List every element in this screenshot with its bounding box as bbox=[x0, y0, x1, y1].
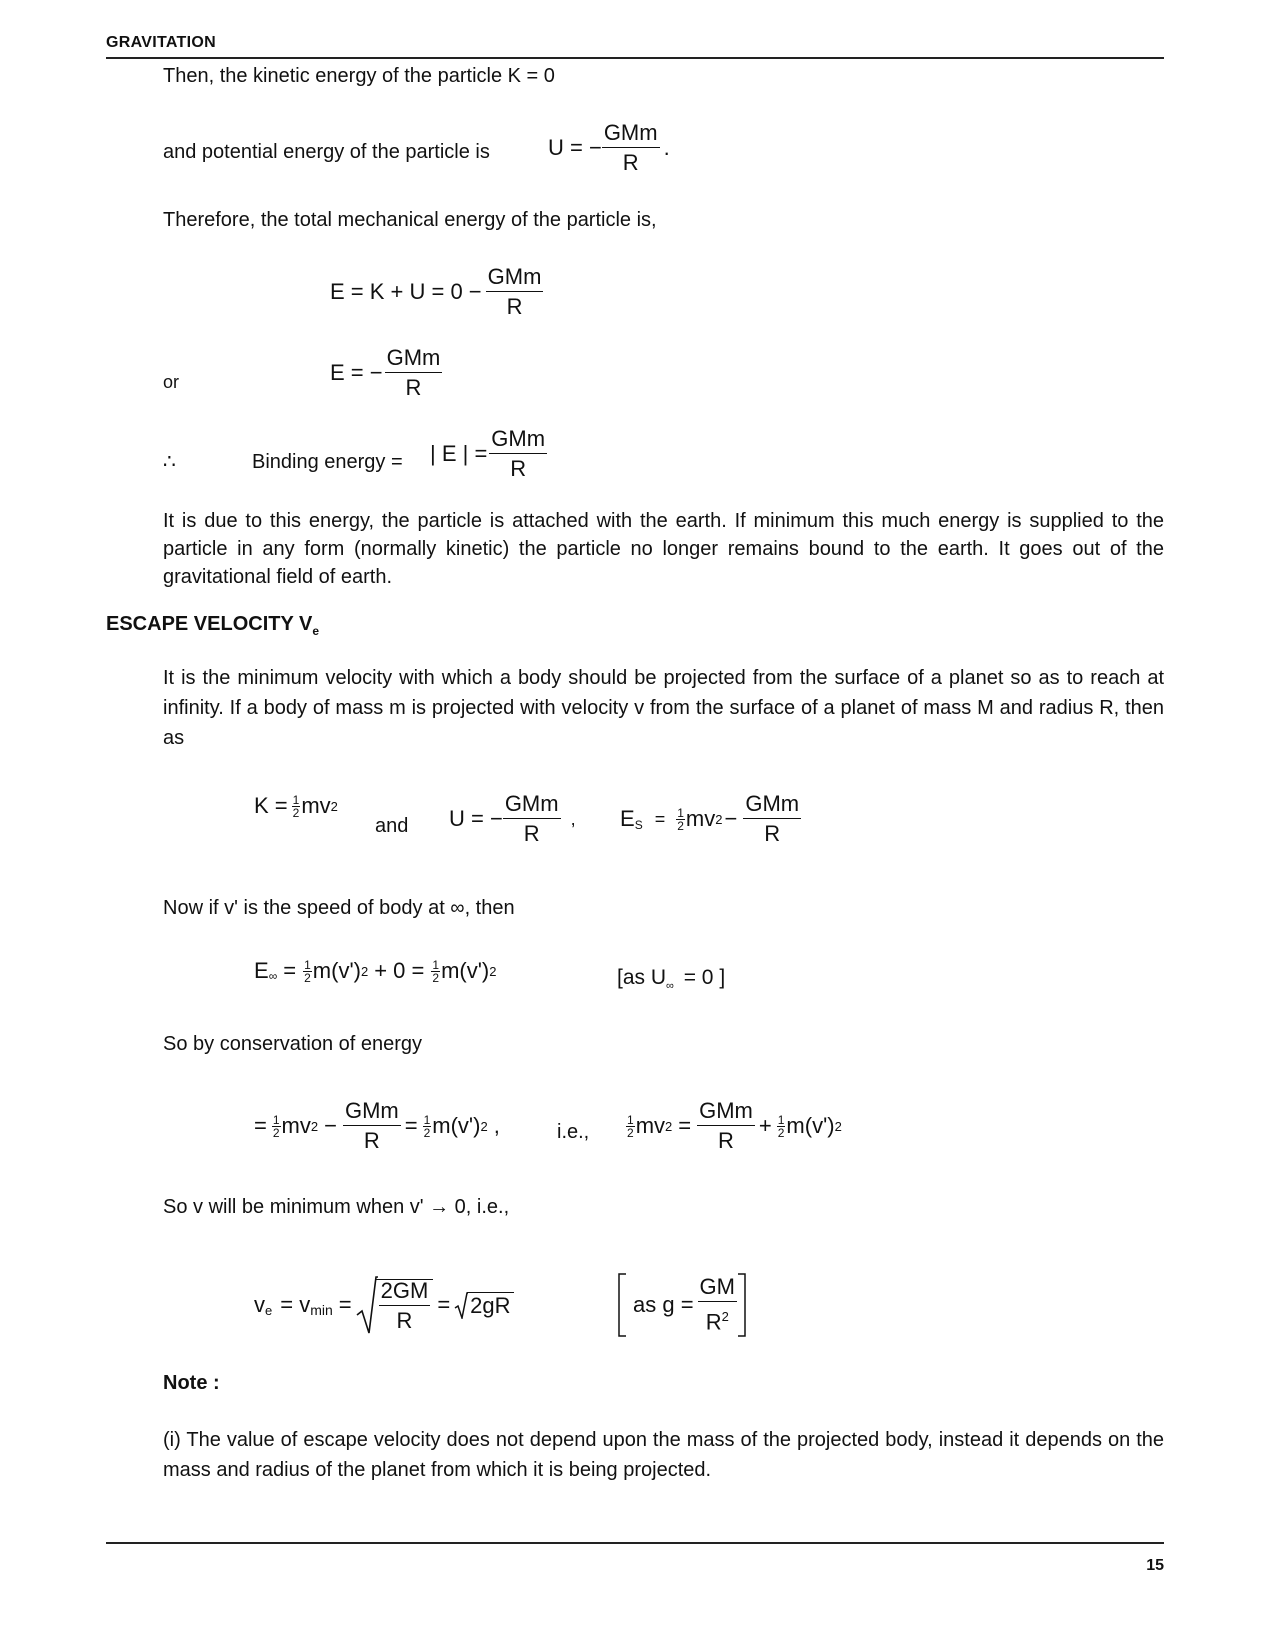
one-half-fraction bbox=[272, 1114, 281, 1139]
energy-at-infinity-formula bbox=[254, 958, 496, 984]
ve-symbol: v bbox=[254, 1292, 265, 1317]
mv-squared: mv bbox=[685, 806, 716, 831]
radical-sign-icon bbox=[356, 1275, 378, 1335]
one-half-fraction bbox=[292, 794, 301, 819]
u-equals: U = − bbox=[548, 135, 602, 160]
and-word: and bbox=[375, 815, 409, 837]
infinity-subscript: ∞ bbox=[268, 969, 278, 983]
minus-sign: − bbox=[324, 1113, 337, 1138]
half-denominator: 2 bbox=[304, 970, 311, 985]
half-denominator: 2 bbox=[432, 970, 440, 985]
potential-at-infinity-note bbox=[617, 968, 725, 996]
fraction-denominator: R bbox=[405, 375, 422, 400]
conservation-formula bbox=[254, 1100, 500, 1152]
running-header: GRAVITATION bbox=[106, 34, 216, 51]
half-numerator: 1 bbox=[292, 792, 300, 807]
fraction-denominator bbox=[706, 1302, 729, 1333]
fraction-numerator: 2GM bbox=[379, 1280, 431, 1306]
left-bracket-icon bbox=[617, 1273, 627, 1337]
half-numerator: 1 bbox=[423, 1112, 431, 1127]
fraction-numerator: GMm bbox=[486, 266, 544, 292]
escape-velocity-definition: It is the minimum velocity with which a body should be projected from the surface of a planet so as to reach at infinity. If a body of mass m is projected with velocity v from the surface of a planet of mass M and radius R, then as bbox=[163, 667, 1164, 749]
half-numerator: 1 bbox=[304, 957, 311, 972]
infinity-subscript: ∞ bbox=[666, 980, 674, 993]
equals-sign: = bbox=[437, 1292, 451, 1317]
therefore-symbol: ∴ bbox=[163, 451, 176, 473]
equals-zero-text: = 0 ] bbox=[683, 966, 726, 989]
es-subscript: S bbox=[634, 818, 643, 832]
u-equals: U = − bbox=[449, 806, 503, 831]
minimum-condition-line: So v will be minimum when v' → 0, i.e., bbox=[163, 1196, 510, 1218]
fraction-denominator: R bbox=[510, 456, 527, 481]
plus-sign: + bbox=[758, 1113, 772, 1138]
half-numerator: 1 bbox=[432, 957, 440, 972]
exponent: 2 bbox=[330, 798, 338, 814]
half-numerator: 1 bbox=[677, 805, 684, 820]
m-v-prime: m(v') bbox=[786, 1113, 835, 1138]
comma: , bbox=[570, 808, 576, 829]
half-numerator: 1 bbox=[627, 1112, 634, 1127]
gmm-over-r-fraction bbox=[697, 1100, 755, 1152]
note-item-1: (i) The value of escape velocity does not depend upon the mass of the projected body, instead it depends on the mass and radius of the planet from which it is being projected. bbox=[163, 1429, 1164, 1481]
radicand bbox=[376, 1279, 434, 1332]
e-equals-k-plus-u: E = K + U = 0 − bbox=[330, 279, 482, 304]
m-v-prime: m(v') bbox=[432, 1113, 481, 1138]
energy-negative-formula bbox=[330, 347, 442, 399]
exponent: 2 bbox=[834, 1118, 842, 1134]
mv-squared: mv bbox=[301, 793, 331, 818]
k-equals: K = bbox=[254, 793, 288, 818]
potential-energy-formula bbox=[548, 122, 670, 174]
equals-sign: = bbox=[654, 808, 666, 829]
m-v-prime: m(v') bbox=[312, 958, 361, 983]
one-half-fraction bbox=[431, 959, 440, 984]
e-inf-symbol: E bbox=[254, 958, 269, 983]
equals-sign: = bbox=[678, 1113, 692, 1138]
half-numerator: 1 bbox=[777, 1112, 785, 1127]
gmm-over-r-fraction bbox=[385, 347, 443, 399]
or-label: or bbox=[163, 372, 180, 392]
comma: , bbox=[493, 1113, 500, 1138]
fraction-numerator: GMm bbox=[385, 347, 443, 373]
vmin-subscript: min bbox=[310, 1302, 333, 1318]
2gm-over-r-fraction bbox=[379, 1277, 431, 1333]
one-half-fraction bbox=[676, 807, 685, 832]
fraction-numerator: GMm bbox=[743, 793, 801, 819]
equals-vmin: = v bbox=[280, 1292, 311, 1317]
fraction-denominator: R bbox=[523, 821, 540, 846]
section-title bbox=[106, 613, 319, 638]
speed-at-infinity-line: Now if v' is the speed of body at ∞, then bbox=[163, 897, 515, 919]
fraction-denominator: R bbox=[363, 1128, 380, 1153]
footer-rule bbox=[106, 1542, 1164, 1544]
fraction-numerator: GMm bbox=[697, 1100, 755, 1126]
minus-sign: − bbox=[724, 806, 738, 831]
2gr-radicand: 2gR bbox=[467, 1292, 513, 1319]
gm-over-r2-fraction bbox=[698, 1276, 737, 1333]
e-equals-negative: E = − bbox=[330, 360, 383, 385]
sqrt-2gm-over-r bbox=[356, 1275, 434, 1335]
total-energy-formula bbox=[330, 266, 543, 318]
exponent: 2 bbox=[715, 811, 723, 827]
half-denominator: 2 bbox=[423, 1125, 431, 1140]
exponent: 2 bbox=[480, 1118, 488, 1134]
abs-e-equals: | E | = bbox=[430, 441, 488, 466]
half-numerator: 1 bbox=[272, 1112, 280, 1127]
equals-sign: = bbox=[404, 1113, 418, 1138]
one-half-fraction bbox=[626, 1114, 635, 1139]
gmm-over-r-fraction bbox=[343, 1100, 401, 1152]
binding-energy-formula bbox=[430, 428, 547, 480]
gmm-over-r-fraction bbox=[743, 793, 801, 845]
conservation-line: So by conservation of energy bbox=[163, 1033, 423, 1055]
gmm-over-r-fraction bbox=[486, 266, 544, 318]
binding-energy-label: Binding energy = bbox=[252, 451, 403, 473]
radical-sign-icon bbox=[454, 1291, 468, 1319]
as-g-equals: as g = bbox=[633, 1292, 694, 1317]
gmm-over-r-fraction bbox=[503, 793, 561, 845]
right-bracket-icon bbox=[737, 1273, 747, 1337]
plus-zero-equals: + 0 = bbox=[374, 958, 425, 983]
ie-label: i.e., bbox=[557, 1121, 590, 1143]
exponent: 2 bbox=[665, 1118, 673, 1134]
fraction-numerator: GMm bbox=[489, 428, 547, 454]
mv-squared: mv bbox=[635, 1113, 666, 1138]
one-half-fraction bbox=[777, 1114, 786, 1139]
escape-velocity-formula bbox=[254, 1275, 514, 1335]
one-half-fraction bbox=[303, 959, 312, 984]
fraction-numerator: GMm bbox=[503, 793, 561, 819]
potential-energy-surface-formula bbox=[449, 793, 576, 845]
half-denominator: 2 bbox=[272, 1125, 280, 1140]
section-title-text: ESCAPE VELOCITY V bbox=[106, 613, 313, 635]
g-definition bbox=[617, 1273, 747, 1337]
exponent: 2 bbox=[360, 963, 369, 979]
gmm-over-r-fraction bbox=[602, 122, 660, 174]
potential-energy-prefix: and potential energy of the particle is bbox=[163, 141, 490, 163]
fraction-denominator: R bbox=[622, 150, 639, 175]
equals-sign: = bbox=[254, 1113, 267, 1138]
page-number: 15 bbox=[1146, 1557, 1164, 1574]
equals-sign: = bbox=[283, 958, 297, 983]
fraction-denominator: R bbox=[718, 1128, 734, 1153]
kinetic-energy-line: Then, the kinetic energy of the particle K = 0 bbox=[163, 65, 555, 87]
es-symbol: E bbox=[620, 806, 635, 831]
mv-squared: mv bbox=[281, 1113, 311, 1138]
exponent: 2 bbox=[310, 1118, 319, 1134]
exponent: 2 bbox=[721, 1309, 729, 1325]
half-denominator: 2 bbox=[292, 805, 300, 820]
exponent: 2 bbox=[489, 963, 497, 979]
half-denominator: 2 bbox=[627, 1125, 634, 1140]
binding-energy-paragraph: It is due to this energy, the particle is attached with the earth. If minimum this much energy is supplied to the particle in any form (normally kinetic) the particle no longer remains bound to the earth. It goes out of the gravitational field of earth. bbox=[163, 510, 1164, 588]
equals-sign: = bbox=[338, 1292, 352, 1317]
half-denominator: 2 bbox=[677, 818, 684, 833]
one-half-fraction bbox=[423, 1114, 432, 1139]
r-symbol: R bbox=[705, 1309, 722, 1335]
fraction-denominator: R bbox=[764, 821, 781, 846]
gmm-over-r-fraction bbox=[489, 428, 547, 480]
conservation-rearranged-formula bbox=[625, 1100, 842, 1152]
as-u-text: [as U bbox=[617, 966, 667, 989]
kinetic-energy-formula bbox=[254, 793, 338, 819]
period: . bbox=[663, 135, 670, 160]
surface-energy-formula bbox=[620, 793, 801, 845]
fraction-denominator: R bbox=[506, 294, 523, 319]
half-denominator: 2 bbox=[777, 1125, 785, 1140]
header-rule bbox=[106, 57, 1164, 59]
sqrt-2gr bbox=[454, 1291, 513, 1319]
fraction-numerator: GMm bbox=[343, 1100, 401, 1126]
total-energy-line: Therefore, the total mechanical energy of the particle is, bbox=[163, 209, 657, 231]
ve-subscript: e bbox=[265, 1302, 273, 1318]
note-label: Note : bbox=[163, 1372, 220, 1394]
section-title-subscript: e bbox=[312, 624, 320, 638]
fraction-denominator: R bbox=[396, 1307, 413, 1333]
fraction-numerator: GM bbox=[698, 1276, 737, 1302]
fraction-numerator: GMm bbox=[602, 122, 660, 148]
m-v-prime: m(v') bbox=[441, 958, 490, 983]
